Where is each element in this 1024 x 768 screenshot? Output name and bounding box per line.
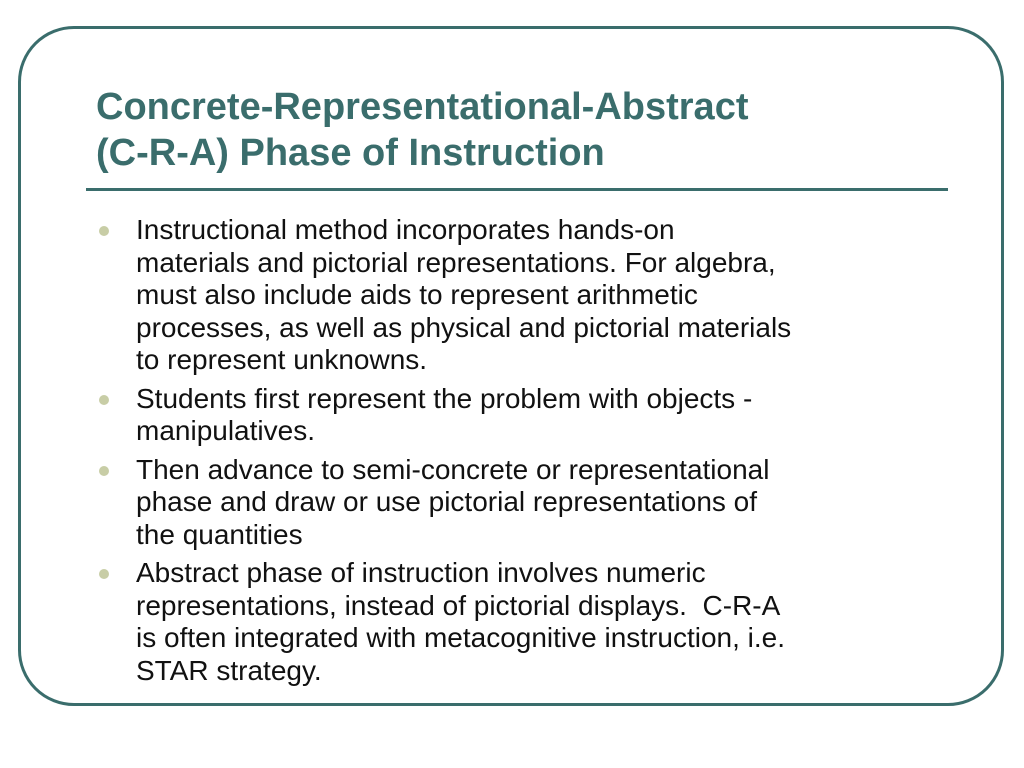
bullet-dot-icon <box>99 226 109 236</box>
slide-title <box>96 84 956 176</box>
title-line: (C-R-A) Phase of Instruction <box>96 132 605 174</box>
bullet-item <box>96 454 946 552</box>
bullet-text-line: Then advance to semi-concrete or representational <box>136 453 770 485</box>
bullet-text-line: to represent unknowns. <box>136 344 428 375</box>
bullet-text-line: Students first represent the problem with objects - <box>136 382 753 414</box>
bullet-text-line: STAR strategy. <box>136 654 322 686</box>
bullet-text-line: processes, as well as physical and pictorial materials <box>136 311 792 343</box>
bullet-dot-icon <box>99 466 109 476</box>
bullet-dot-icon <box>99 569 109 579</box>
bullet-text-line: the quantities <box>136 518 303 550</box>
bullet-text-line: Abstract phase of instruction involves numeric <box>136 557 706 588</box>
bullet-text-line: is often integrated with metacognitive instruction, i.e. <box>136 622 786 653</box>
bullet-list <box>96 214 946 693</box>
bullet-text-line: materials and pictorial representations. For algebra, <box>136 246 776 278</box>
bullet-text-line: manipulatives. <box>136 415 315 446</box>
bullet-text-line: Instructional method incorporates hands-on <box>136 214 675 245</box>
bullet-item <box>96 383 946 448</box>
bullet-text-line: phase and draw or use pictorial representations of <box>136 486 758 517</box>
bullet-dot-icon <box>99 395 109 405</box>
bullet-text-line: must also include aids to represent arithmetic <box>136 279 698 310</box>
bullet-text-line: representations, instead of pictorial displays. C-R-A <box>136 589 781 621</box>
title-line: Concrete-Representational-Abstract <box>96 86 749 128</box>
title-divider <box>86 188 948 191</box>
bullet-item <box>96 214 946 377</box>
bullet-item <box>96 557 946 687</box>
